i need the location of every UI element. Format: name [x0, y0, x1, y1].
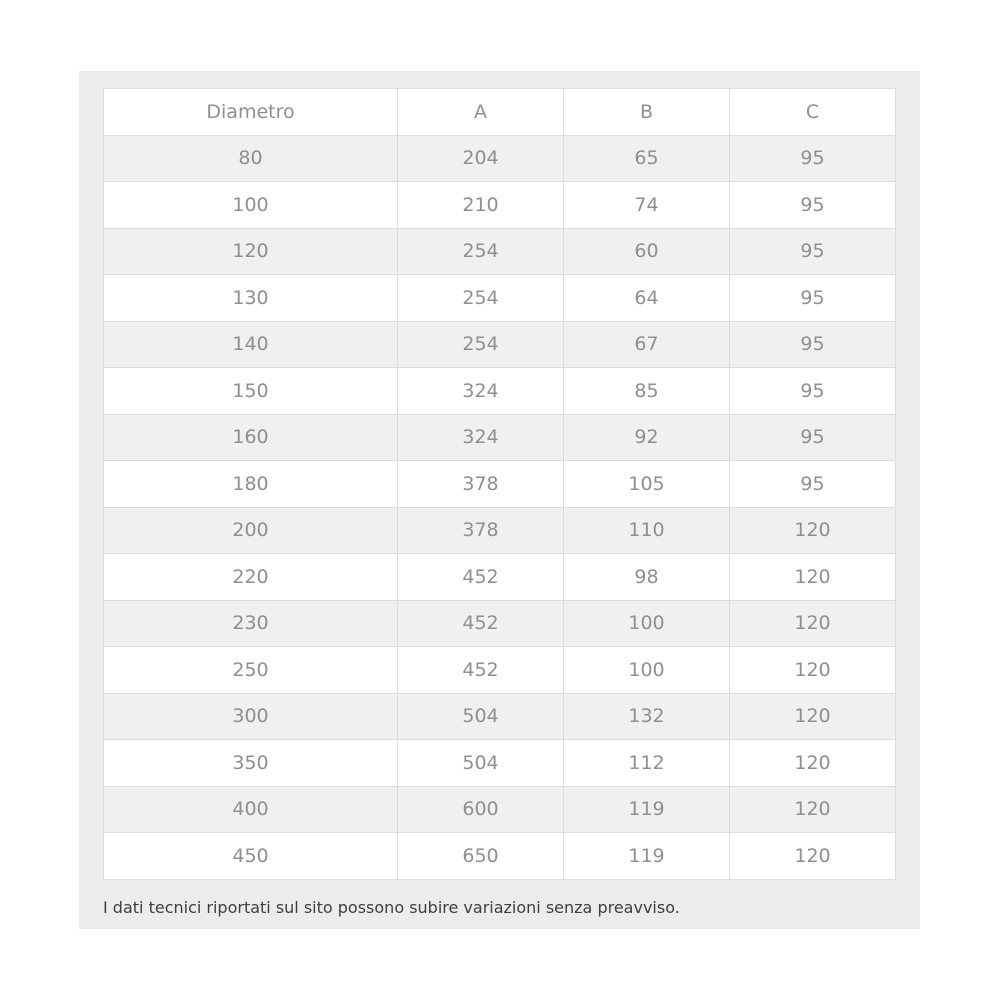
table-row — [104, 833, 896, 880]
cell-b: 100 — [564, 600, 730, 647]
cell-a: 504 — [398, 693, 564, 740]
table-row — [104, 740, 896, 787]
table-row — [104, 507, 896, 554]
cell-c: 95 — [730, 368, 896, 415]
cell-a: 600 — [398, 786, 564, 833]
cell-diametro: 100 — [104, 182, 398, 229]
cell-a: 504 — [398, 740, 564, 787]
cell-c: 120 — [730, 600, 896, 647]
cell-c: 95 — [730, 182, 896, 229]
cell-c: 95 — [730, 414, 896, 461]
cell-b: 60 — [564, 228, 730, 275]
header-b: B — [564, 89, 730, 136]
cell-b: 98 — [564, 554, 730, 601]
cell-b: 132 — [564, 693, 730, 740]
table-row — [104, 321, 896, 368]
cell-diametro: 400 — [104, 786, 398, 833]
cell-b: 100 — [564, 647, 730, 694]
header-diametro: Diametro — [104, 89, 398, 136]
cell-diametro: 160 — [104, 414, 398, 461]
cell-a: 324 — [398, 368, 564, 415]
cell-b: 64 — [564, 275, 730, 322]
cell-c: 95 — [730, 275, 896, 322]
cell-b: 112 — [564, 740, 730, 787]
specs-table — [103, 88, 896, 880]
cell-a: 204 — [398, 135, 564, 182]
table-row — [104, 554, 896, 601]
cell-a: 210 — [398, 182, 564, 229]
cell-a: 254 — [398, 321, 564, 368]
table-row — [104, 368, 896, 415]
table-row — [104, 275, 896, 322]
cell-c: 95 — [730, 135, 896, 182]
cell-c: 120 — [730, 507, 896, 554]
table-body — [104, 135, 896, 879]
cell-b: 85 — [564, 368, 730, 415]
cell-a: 378 — [398, 507, 564, 554]
table-row — [104, 414, 896, 461]
table-row — [104, 182, 896, 229]
cell-diametro: 130 — [104, 275, 398, 322]
cell-diametro: 250 — [104, 647, 398, 694]
cell-a: 452 — [398, 600, 564, 647]
table-row — [104, 600, 896, 647]
table-row — [104, 228, 896, 275]
cell-b: 74 — [564, 182, 730, 229]
table-row — [104, 786, 896, 833]
cell-b: 105 — [564, 461, 730, 508]
cell-c: 95 — [730, 321, 896, 368]
cell-a: 650 — [398, 833, 564, 880]
cell-diametro: 80 — [104, 135, 398, 182]
cell-a: 452 — [398, 554, 564, 601]
table-row — [104, 135, 896, 182]
cell-diametro: 150 — [104, 368, 398, 415]
cell-b: 92 — [564, 414, 730, 461]
cell-a: 254 — [398, 275, 564, 322]
cell-diametro: 140 — [104, 321, 398, 368]
cell-diametro: 350 — [104, 740, 398, 787]
cell-b: 110 — [564, 507, 730, 554]
cell-c: 120 — [730, 786, 896, 833]
cell-c: 120 — [730, 554, 896, 601]
cell-c: 120 — [730, 693, 896, 740]
cell-diametro: 200 — [104, 507, 398, 554]
specs-panel — [79, 71, 920, 929]
cell-c: 120 — [730, 833, 896, 880]
cell-c: 120 — [730, 647, 896, 694]
cell-diametro: 180 — [104, 461, 398, 508]
cell-diametro: 230 — [104, 600, 398, 647]
cell-a: 324 — [398, 414, 564, 461]
cell-diametro: 120 — [104, 228, 398, 275]
header-a: A — [398, 89, 564, 136]
cell-b: 119 — [564, 786, 730, 833]
table-row — [104, 693, 896, 740]
cell-diametro: 300 — [104, 693, 398, 740]
cell-b: 67 — [564, 321, 730, 368]
cell-a: 254 — [398, 228, 564, 275]
cell-b: 119 — [564, 833, 730, 880]
header-c: C — [730, 89, 896, 136]
cell-a: 378 — [398, 461, 564, 508]
cell-a: 452 — [398, 647, 564, 694]
cell-diametro: 220 — [104, 554, 398, 601]
table-header-row — [104, 89, 896, 136]
disclaimer-note: I dati tecnici riportati sul sito possono subire variazioni senza preavviso. — [103, 898, 680, 917]
cell-diametro: 450 — [104, 833, 398, 880]
cell-c: 95 — [730, 461, 896, 508]
cell-b: 65 — [564, 135, 730, 182]
table-row — [104, 461, 896, 508]
table-row — [104, 647, 896, 694]
cell-c: 120 — [730, 740, 896, 787]
cell-c: 95 — [730, 228, 896, 275]
